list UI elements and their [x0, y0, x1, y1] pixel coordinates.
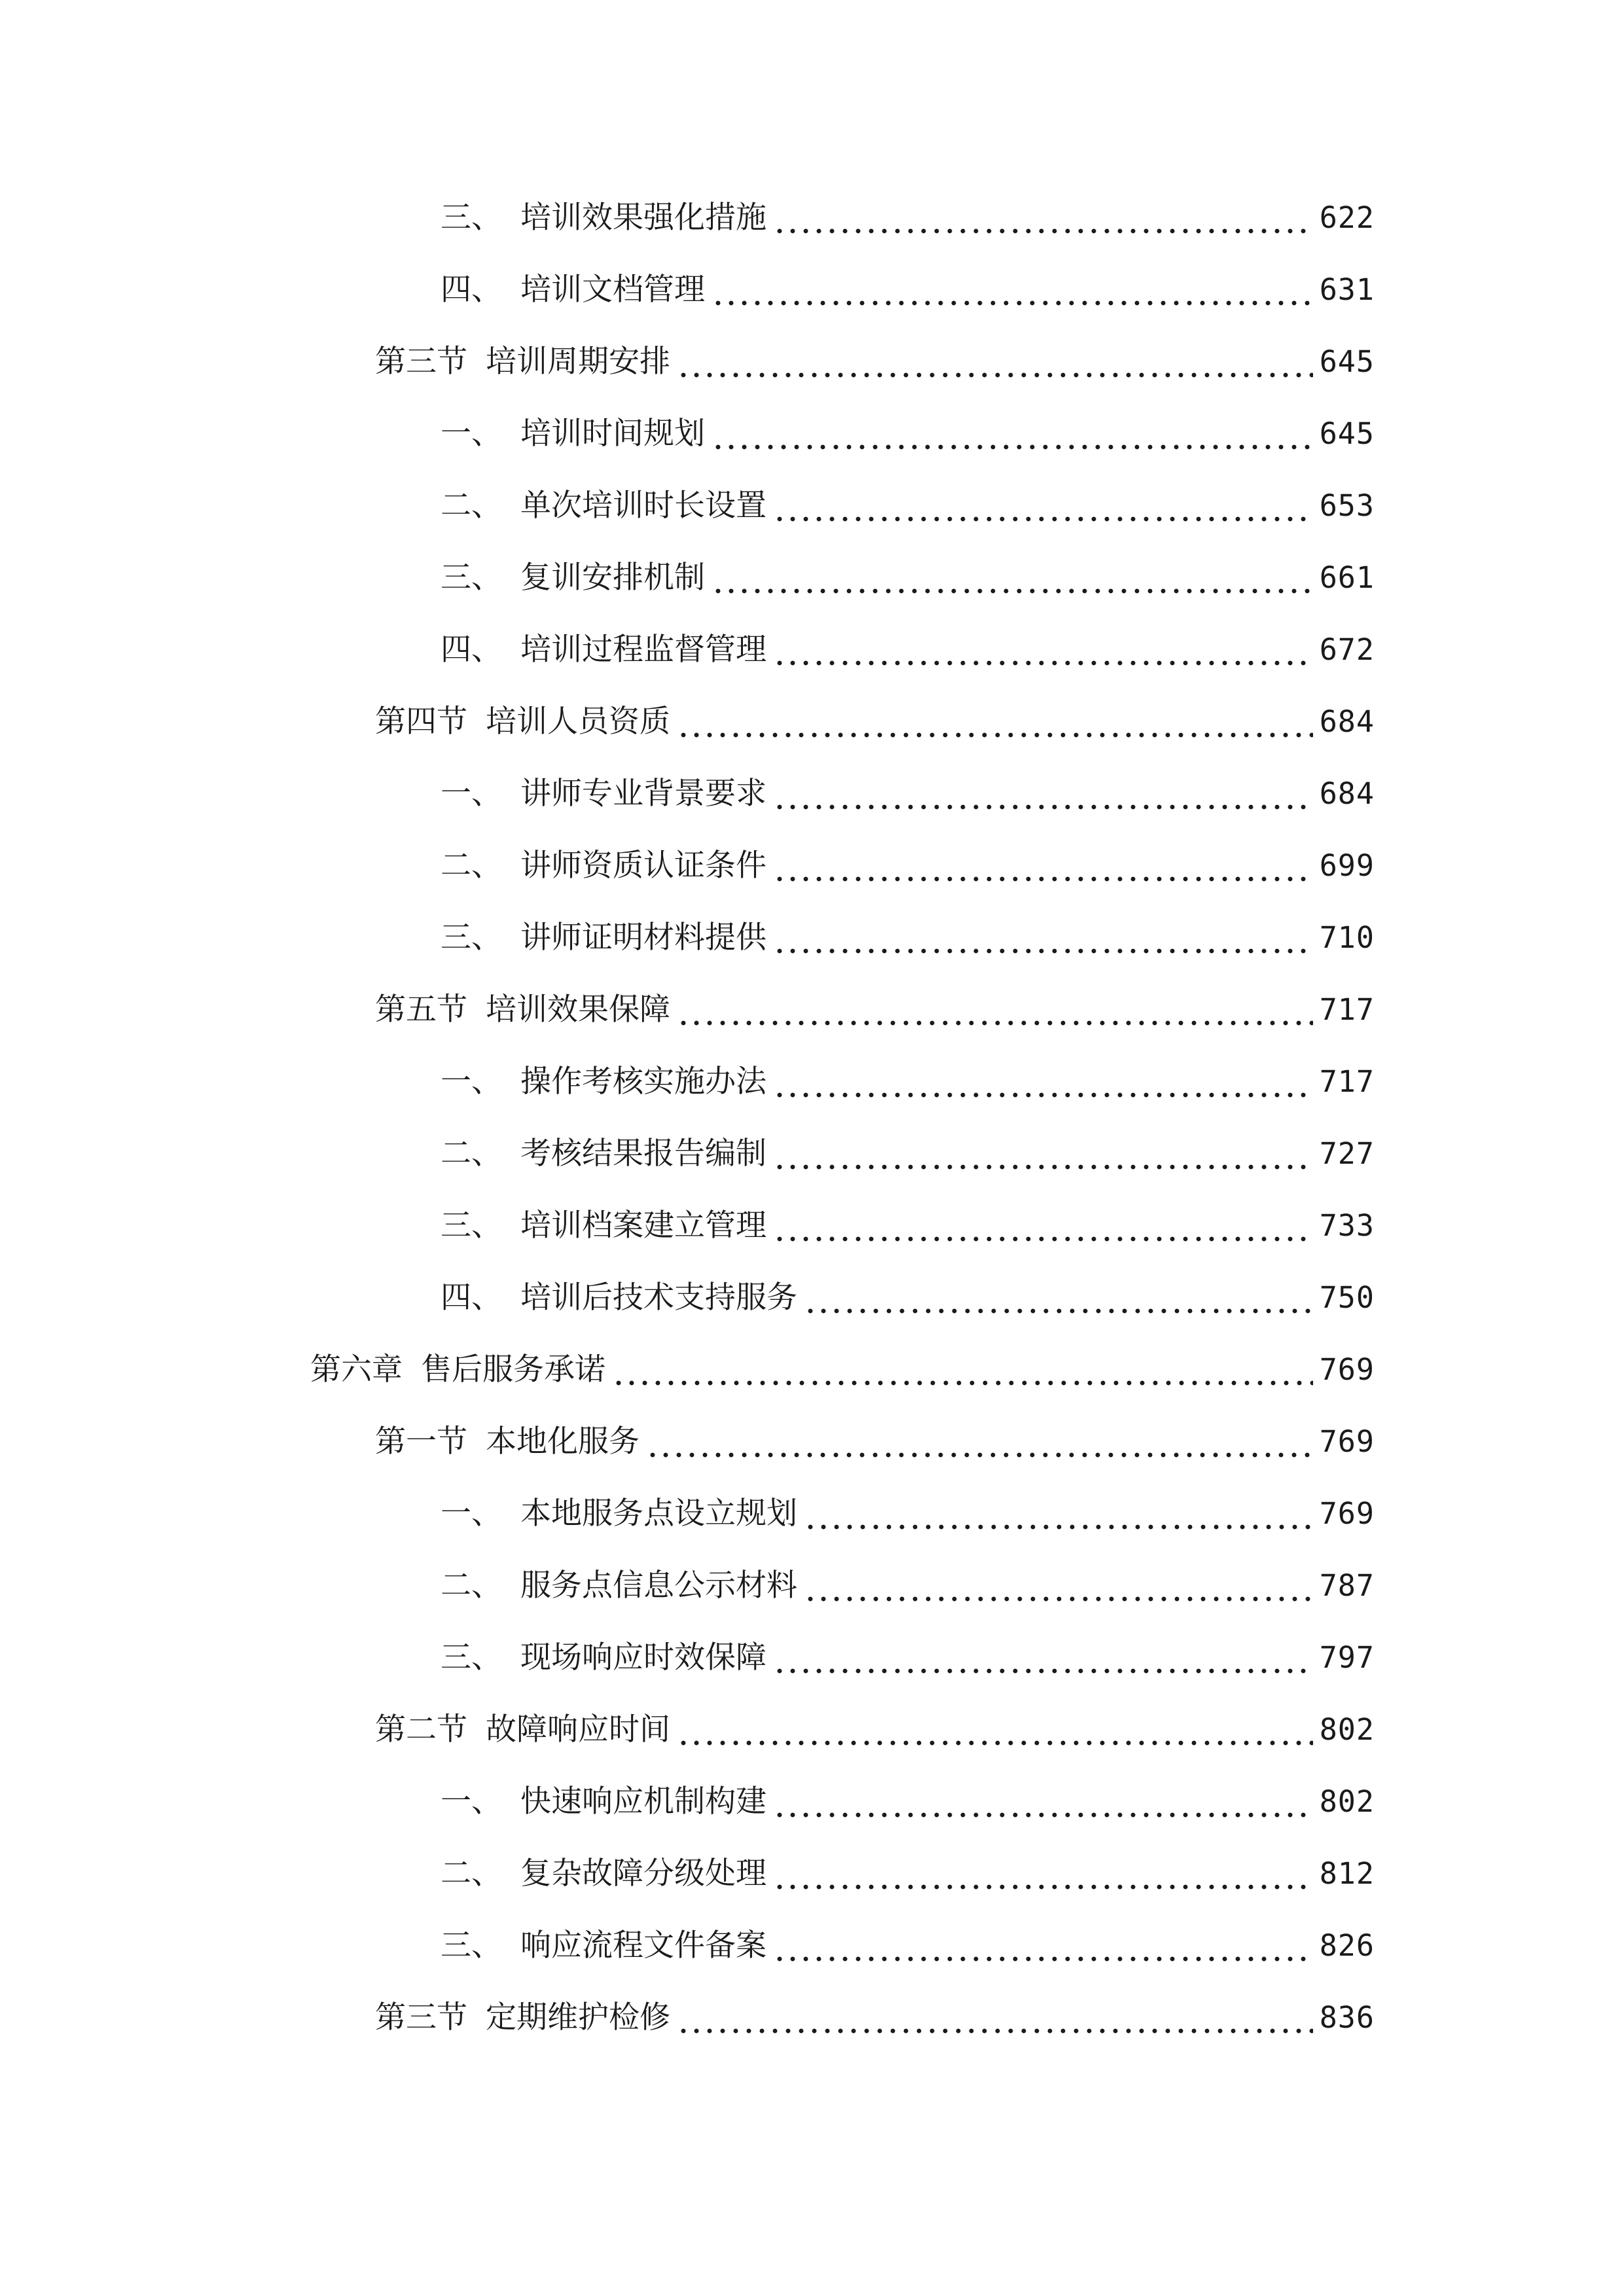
- entry-number: 一、: [441, 1784, 502, 1820]
- entry-page-number: 802: [1319, 1784, 1375, 1819]
- dot-leader: [677, 699, 1313, 745]
- entry-number: 三、: [441, 200, 502, 236]
- entry-title: 培训过程监督管理: [520, 632, 767, 668]
- entry-page-number: 699: [1319, 848, 1375, 883]
- entry-title: 培训文档管理: [520, 272, 705, 308]
- dot-leader: [773, 843, 1313, 889]
- entry-number: 三、: [441, 1928, 502, 1964]
- entry-title: 培训效果保障: [486, 992, 670, 1028]
- entry-number: 一、: [441, 416, 502, 452]
- entry-page-number: 836: [1319, 2000, 1375, 2035]
- entry-label: [375, 339, 670, 385]
- entry-title: 培训档案建立管理: [520, 1208, 767, 1244]
- entry-page-number: 661: [1319, 560, 1375, 595]
- dot-leader: [677, 987, 1313, 1033]
- dot-leader: [773, 1635, 1313, 1681]
- entry-title: 定期维护检修: [486, 2000, 670, 2036]
- toc-entry[interactable]: [441, 1635, 1375, 1681]
- dot-leader: [677, 1707, 1313, 1753]
- entry-number: 第五节: [375, 992, 467, 1028]
- entry-title: 快速响应机制构建: [520, 1784, 767, 1820]
- entry-title: 培训人员资质: [486, 704, 670, 740]
- entry-page-number: 769: [1319, 1352, 1375, 1387]
- toc-entry[interactable]: [441, 1923, 1375, 1969]
- toc-entry[interactable]: [441, 1203, 1375, 1249]
- entry-title: 培训后技术支持服务: [520, 1280, 797, 1316]
- entry-title: 响应流程文件备案: [520, 1928, 767, 1964]
- entry-label: [441, 915, 767, 961]
- entry-page-number: 769: [1319, 1496, 1375, 1531]
- entry-label: [310, 1347, 605, 1393]
- entry-label: [375, 1995, 670, 2041]
- entry-number: 第二节: [375, 1712, 467, 1748]
- entry-title: 复训安排机制: [520, 560, 705, 596]
- entry-number: 一、: [441, 1064, 502, 1100]
- toc-entry[interactable]: [441, 411, 1375, 457]
- dot-leader: [773, 1131, 1313, 1177]
- entry-number: 二、: [441, 488, 502, 524]
- dot-leader: [773, 195, 1313, 241]
- entry-number: 三、: [441, 920, 502, 956]
- dot-leader: [773, 1203, 1313, 1249]
- dot-leader: [712, 411, 1313, 457]
- dot-leader: [773, 771, 1313, 817]
- toc-entry[interactable]: [441, 1275, 1375, 1321]
- entry-page-number: 802: [1319, 1712, 1375, 1747]
- entry-label: [441, 1059, 767, 1105]
- entry-label: [441, 267, 705, 313]
- entry-page-number: 645: [1319, 416, 1375, 451]
- entry-title: 售后服务承诺: [421, 1352, 605, 1388]
- entry-label: [441, 1563, 797, 1609]
- entry-number: 四、: [441, 632, 502, 668]
- dot-leader: [773, 915, 1313, 961]
- entry-title: 培训时间规划: [520, 416, 705, 452]
- dot-leader: [773, 1851, 1313, 1897]
- entry-label: [441, 1203, 767, 1249]
- entry-label: [441, 1923, 767, 1969]
- entry-label: [441, 1779, 767, 1825]
- dot-leader: [677, 339, 1313, 385]
- entry-title: 操作考核实施办法: [520, 1064, 767, 1100]
- toc-entry[interactable]: [441, 555, 1375, 601]
- toc-entry[interactable]: [441, 1851, 1375, 1897]
- entry-page-number: 684: [1319, 776, 1375, 811]
- entry-number: 第四节: [375, 704, 467, 740]
- entry-number: 三、: [441, 1208, 502, 1244]
- entry-title: 讲师专业背景要求: [520, 776, 767, 812]
- dot-leader: [773, 483, 1313, 529]
- entry-title: 单次培训时长设置: [520, 488, 767, 524]
- entry-page-number: 769: [1319, 1424, 1375, 1459]
- entry-number: 一、: [441, 1496, 502, 1532]
- dot-leader: [612, 1347, 1313, 1393]
- entry-number: 二、: [441, 848, 502, 884]
- toc-entry[interactable]: [375, 1707, 1375, 1753]
- toc-entry[interactable]: [310, 1347, 1375, 1393]
- dot-leader: [773, 1779, 1313, 1825]
- entry-title: 故障响应时间: [486, 1712, 670, 1748]
- entry-page-number: 717: [1319, 992, 1375, 1027]
- toc-entry[interactable]: [375, 1419, 1375, 1465]
- entry-title: 培训周期安排: [486, 344, 670, 380]
- entry-title: 现场响应时效保障: [520, 1640, 767, 1676]
- dot-leader: [804, 1563, 1313, 1609]
- entry-page-number: 672: [1319, 632, 1375, 667]
- entry-label: [441, 1491, 797, 1537]
- toc-entry[interactable]: [441, 195, 1375, 241]
- entry-page-number: 727: [1319, 1136, 1375, 1171]
- entry-label: [441, 483, 767, 529]
- dot-leader: [773, 1923, 1313, 1969]
- dot-leader: [712, 267, 1313, 313]
- dot-leader: [773, 627, 1313, 673]
- entry-page-number: 622: [1319, 200, 1375, 235]
- entry-label: [375, 987, 670, 1033]
- entry-page-number: 631: [1319, 272, 1375, 307]
- toc-entry[interactable]: [441, 771, 1375, 817]
- toc-entry[interactable]: [441, 627, 1375, 673]
- entry-label: [375, 1419, 640, 1465]
- entry-page-number: 797: [1319, 1640, 1375, 1675]
- entry-number: 二、: [441, 1568, 502, 1604]
- entry-label: [441, 771, 767, 817]
- toc-entry[interactable]: [375, 987, 1375, 1033]
- dot-leader: [712, 555, 1313, 601]
- entry-page-number: 787: [1319, 1568, 1375, 1603]
- entry-page-number: 645: [1319, 344, 1375, 379]
- toc-entry[interactable]: [441, 267, 1375, 313]
- entry-page-number: 717: [1319, 1064, 1375, 1099]
- toc-entry[interactable]: [375, 1995, 1375, 2041]
- entry-number: 第六章: [310, 1352, 403, 1388]
- entry-label: [441, 555, 705, 601]
- entry-title: 本地服务点设立规划: [520, 1496, 797, 1532]
- entry-number: 二、: [441, 1136, 502, 1172]
- entry-title: 培训效果强化措施: [520, 200, 767, 236]
- entry-number: 三、: [441, 1640, 502, 1676]
- entry-number: 四、: [441, 272, 502, 308]
- entry-title: 考核结果报告编制: [520, 1136, 767, 1172]
- entry-number: 三、: [441, 560, 502, 596]
- dot-leader: [804, 1275, 1313, 1321]
- entry-label: [441, 1275, 797, 1321]
- entry-title: 讲师证明材料提供: [520, 920, 767, 956]
- entry-title: 讲师资质认证条件: [520, 848, 767, 884]
- entry-title: 复杂故障分级处理: [520, 1856, 767, 1892]
- entry-title: 服务点信息公示材料: [520, 1568, 797, 1604]
- toc-entry[interactable]: [441, 915, 1375, 961]
- toc-entry[interactable]: [441, 1563, 1375, 1609]
- entry-label: [441, 627, 767, 673]
- entry-page-number: 710: [1319, 920, 1375, 955]
- toc-entry[interactable]: [441, 1491, 1375, 1537]
- entry-label: [375, 699, 670, 745]
- toc-entry[interactable]: [441, 483, 1375, 529]
- entry-number: 第三节: [375, 344, 467, 380]
- toc-entry[interactable]: [375, 339, 1375, 385]
- entry-label: [441, 843, 767, 889]
- entry-label: [441, 1131, 767, 1177]
- toc-entry[interactable]: [441, 1059, 1375, 1105]
- entry-page-number: 750: [1319, 1280, 1375, 1315]
- entry-page-number: 733: [1319, 1208, 1375, 1243]
- entry-title: 本地化服务: [486, 1424, 640, 1460]
- entry-label: [375, 1707, 670, 1753]
- entry-number: 一、: [441, 776, 502, 812]
- entry-number: 第三节: [375, 2000, 467, 2036]
- entry-label: [441, 195, 767, 241]
- dot-leader: [677, 1995, 1313, 2041]
- entry-page-number: 826: [1319, 1928, 1375, 1963]
- entry-number: 四、: [441, 1280, 502, 1316]
- entry-label: [441, 1851, 767, 1897]
- toc-entry[interactable]: [441, 843, 1375, 889]
- entry-label: [441, 411, 705, 457]
- toc-entry[interactable]: [441, 1779, 1375, 1825]
- entry-number: 二、: [441, 1856, 502, 1892]
- entry-page-number: 684: [1319, 704, 1375, 739]
- toc-entry[interactable]: [441, 1131, 1375, 1177]
- entry-page-number: 812: [1319, 1856, 1375, 1891]
- entry-number: 第一节: [375, 1424, 467, 1460]
- dot-leader: [773, 1059, 1313, 1105]
- dot-leader: [646, 1419, 1313, 1465]
- entry-page-number: 653: [1319, 488, 1375, 523]
- entry-label: [441, 1635, 767, 1681]
- toc-entry[interactable]: [375, 699, 1375, 745]
- dot-leader: [804, 1491, 1313, 1537]
